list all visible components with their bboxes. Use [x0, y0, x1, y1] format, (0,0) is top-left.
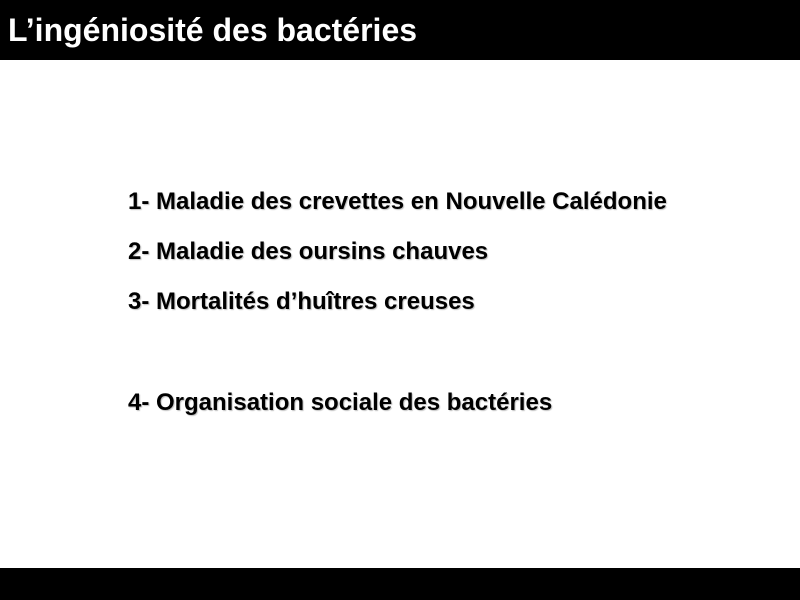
agenda-item-3: 3- Mortalités d’huîtres creuses	[128, 288, 475, 315]
slide-title: L’ingéniosité des bactéries	[8, 12, 418, 48]
bottom-bar	[0, 568, 800, 600]
agenda-item-2: 2- Maladie des oursins chauves	[128, 238, 489, 265]
agenda-item-1: 1- Maladie des crevettes en Nouvelle Calédonie	[128, 188, 667, 215]
agenda-item-4: 4- Organisation sociale des bactéries	[128, 389, 553, 416]
title-bar	[0, 0, 800, 60]
